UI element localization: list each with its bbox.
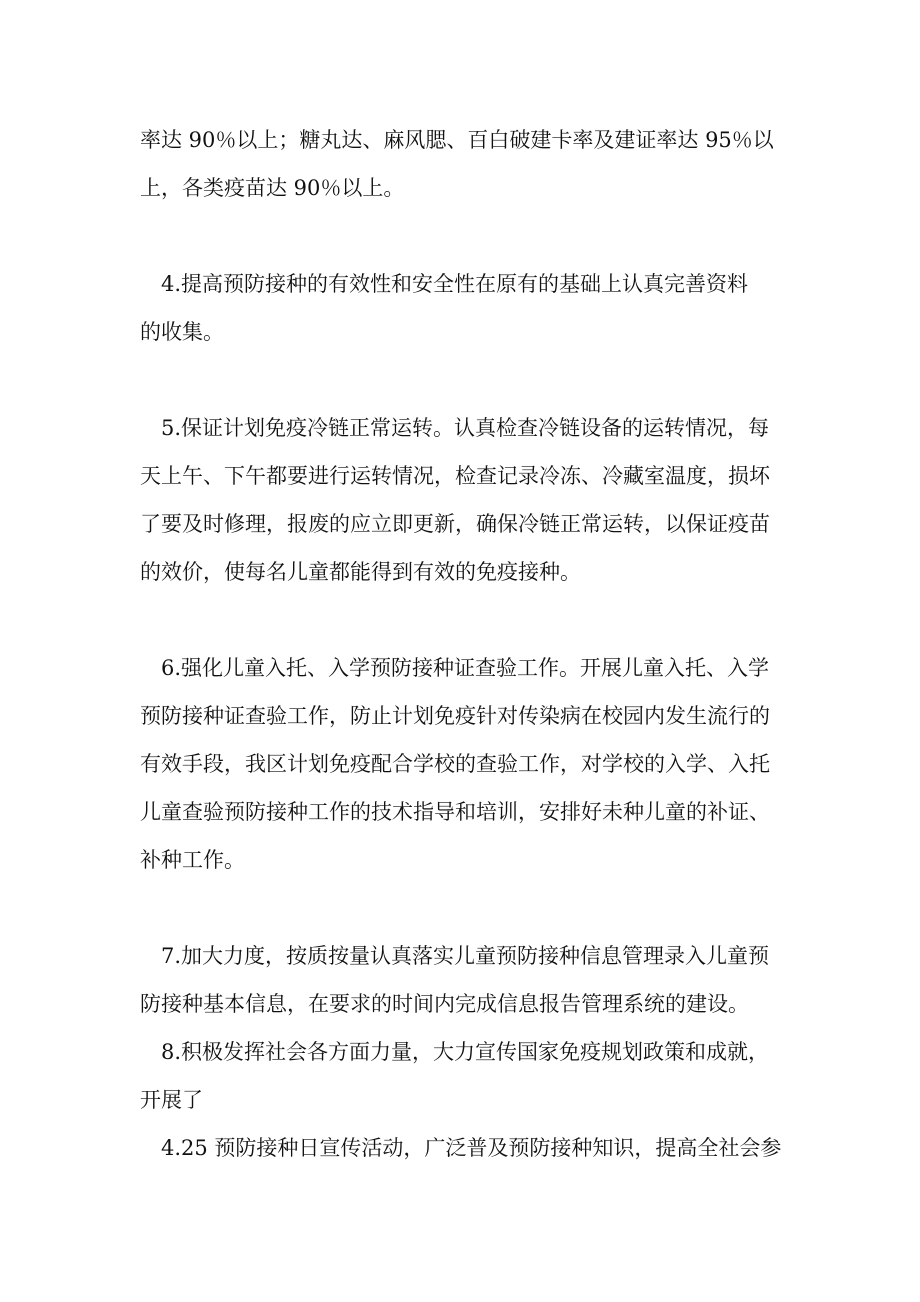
text-line: 有效手段，我区计划免疫配合学校的查验工作，对学校的入学、入托 (140, 752, 770, 776)
text-line: 率达 90％以上；糖丸达、麻风腮、百白破建卡率及建证率达 95％以 (140, 128, 774, 152)
text-line: 儿童查验预防接种工作的技术指导和培训，安排好未种儿童的补证、 (140, 800, 770, 824)
text-line: 了要及时修理，报废的应立即更新，确保冷链正常运转，以保证疫苗 (140, 512, 770, 536)
text-line: 天上午、下午都要进行运转情况，检查记录冷冻、冷藏室温度，损坏 (140, 464, 770, 488)
text-line: 5.保证计划免疫冷链正常运转。认真检查冷链设备的运转情况，每 (161, 416, 770, 440)
text-line: 预防接种证查验工作，防止计划免疫针对传染病在校园内发生流行的 (140, 704, 770, 728)
text-line: 4.提高预防接种的有效性和安全性在原有的基础上认真完善资料 (161, 272, 749, 296)
text-line: 8.积极发挥社会各方面力量，大力宣传国家免疫规划政策和成就， (161, 1040, 770, 1064)
text-line: 上，各类疫苗达 90％以上。 (140, 176, 405, 200)
text-line: 补种工作。 (140, 848, 245, 872)
text-line: 6.强化儿童入托、入学预防接种证查验工作。开展儿童入托、入学 (161, 656, 770, 680)
text-line: 的收集。 (140, 320, 224, 344)
text-line: 4.25 预防接种日宣传活动，广泛普及预防接种知识，提高全社会参 (161, 1136, 782, 1160)
text-line: 防接种基本信息，在要求的时间内完成信息报告管理系统的建设。 (140, 992, 749, 1016)
text-line: 7.加大力度，按质按量认真落实儿童预防接种信息管理录入儿童预 (161, 944, 770, 968)
text-line: 的效价，使每名儿童都能得到有效的免疫接种。 (140, 560, 581, 584)
text-line: 开展了 (140, 1088, 203, 1112)
